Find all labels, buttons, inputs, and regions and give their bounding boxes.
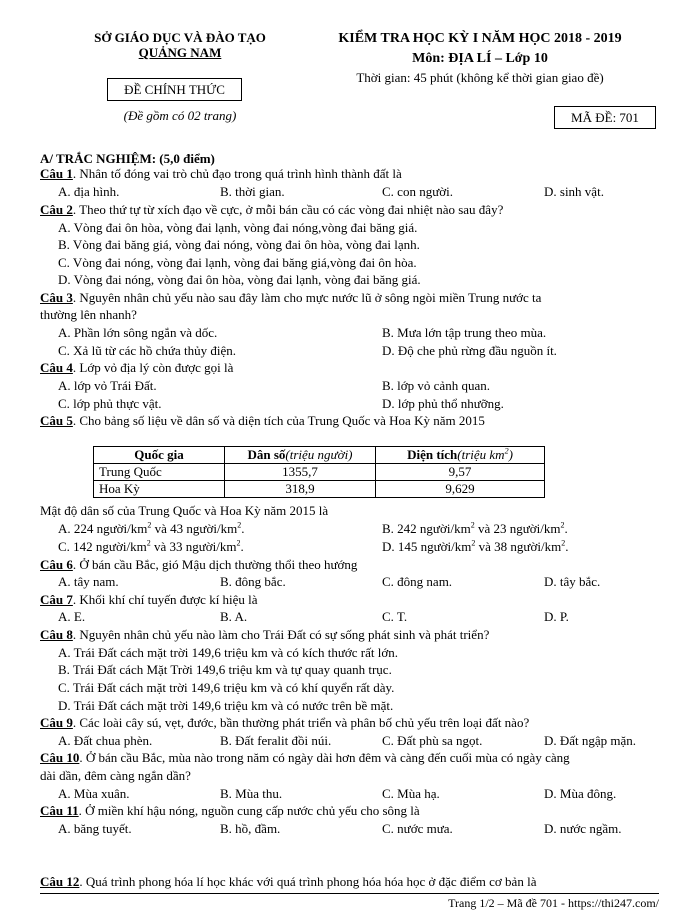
q2-option-d: D. Vòng đai nóng, vòng đai ôn hòa, vòng đai lạnh, vòng đai băng giá.	[58, 272, 421, 287]
q5-option-c: C. 142 người/$km^2$ và 33 người/$km^2$.	[58, 538, 244, 554]
question-label: Câu 8	[40, 627, 73, 642]
cell-population: 318,9	[225, 481, 376, 498]
question-label: Câu 1	[40, 166, 73, 181]
exam-code: MÃ ĐỀ: 701	[554, 106, 656, 129]
q9-option-a: A. Đất chua phèn.	[58, 733, 153, 748]
q2-option-c: C. Vòng đai nóng, vòng đai lạnh, vòng đai băng giá,vòng đai ôn hòa.	[58, 255, 417, 270]
question-text: . Cho bảng số liệu về dân số và diện tích của Trung Quốc và Hoa Kỳ năm 2015	[72, 413, 485, 428]
question-11	[40, 803, 660, 819]
section-heading: A/ TRẮC NGHIỆM: (5,0 điểm)	[40, 151, 215, 166]
q4-option-c: C. lớp phủ thực vật.	[58, 396, 162, 411]
header-population: Dân số(triệu người)	[225, 447, 376, 464]
question-label: Câu 10	[40, 750, 80, 765]
table-row	[94, 481, 545, 498]
q1-option-a: A. địa hình.	[58, 184, 120, 199]
question-10	[40, 750, 660, 766]
q7-option-c: C. T.	[382, 609, 408, 624]
q8-option-a: A. Trái Đất cách mặt trời 149,6 triệu km và có kích thước rất lớn.	[58, 645, 398, 660]
q5-option-b: B. 242 người/$km^2$ và 23 người/$km^2$.	[382, 520, 568, 536]
q9-option-d: D. Đất ngập mặn.	[544, 733, 637, 748]
cell-area: 9,629	[376, 481, 545, 498]
question-12	[40, 874, 660, 890]
q7-option-b: B. A.	[220, 609, 248, 624]
page-footer: Trang 1/2 – Mã đề 701 - https://thi247.com/	[448, 896, 659, 910]
q4-option-a: A. lớp vỏ Trái Đất.	[58, 378, 157, 393]
cell-country: Trung Quốc	[94, 464, 225, 481]
q7-option-a: A. E.	[58, 609, 86, 624]
q1-option-c: C. con người.	[382, 184, 453, 199]
question-text: . Khối khí chí tuyến được kí hiệu là	[72, 592, 258, 607]
q3-option-a: A. Phần lớn sông ngắn và dốc.	[58, 325, 218, 340]
q4-option-b: B. lớp vỏ cảnh quan.	[382, 378, 490, 393]
q10-option-c: C. Mùa hạ.	[382, 786, 440, 801]
header-area: Diện tích(triệu $km^2$)	[376, 447, 545, 464]
q4-option-d: D. lớp phủ thổ nhưỡng.	[382, 396, 504, 411]
subject-line: Môn: ĐỊA LÍ – Lớp 10	[412, 51, 548, 66]
q9-option-b: B. Đất feralit đồi núi.	[220, 733, 332, 748]
question-3-continued: thường lên nhanh?	[40, 307, 137, 322]
question-label: Câu 9	[40, 715, 73, 730]
question-label: Câu 5	[40, 413, 73, 428]
question-label: Câu 2	[40, 202, 73, 217]
q6-option-b: B. đông bắc.	[220, 574, 286, 589]
question-3	[40, 290, 660, 306]
cell-area: 9,57	[376, 464, 545, 481]
q10-option-b: B. Mùa thu.	[220, 786, 283, 801]
q3-option-d: D. Độ che phủ rừng đầu nguồn ít.	[382, 343, 557, 358]
header-country: Quốc gia	[94, 447, 225, 464]
question-text: . Ở bán cầu Bắc, gió Mậu dịch thường thổi theo hướng	[72, 557, 358, 572]
province-name: QUẢNG NAM	[138, 45, 222, 60]
question-text: . Nguyên nhân chủ yếu nào sau đây làm cho mực nước lũ ở sông ngòi miền Trung nước ta	[72, 290, 542, 305]
question-text: . Ở bán cầu Bắc, mùa nào trong năm có ngày dài hơn đêm và càng đến cuối mùa có ngày càng	[79, 750, 570, 765]
q11-option-d: D. nước ngầm.	[544, 821, 622, 836]
q8-option-c: C. Trái Đất cách mặt trời 149,6 triệu km và có khí quyển rất dày.	[58, 680, 395, 695]
q6-option-c: C. đông nam.	[382, 574, 453, 589]
q5-option-d: D. 145 người/$km^2$ và 38 người/$km^2$.	[382, 538, 569, 554]
q10-option-a: A. Mùa xuân.	[58, 786, 130, 801]
question-text: . Nhân tố đóng vai trò chủ đạo trong quá trình hình thành đất là	[72, 166, 402, 181]
q8-option-d: D. Trái Đất cách mặt trời 149,6 triệu km và có nước trên bề mặt.	[58, 698, 394, 713]
question-4	[40, 360, 660, 376]
question-label: Câu 12	[40, 874, 80, 889]
cell-country: Hoa Kỳ	[94, 481, 225, 498]
cell-population: 1355,7	[225, 464, 376, 481]
q9-option-c: C. Đất phù sa ngọt.	[382, 733, 483, 748]
department-name: SỞ GIÁO DỤC VÀ ĐÀO TẠO	[94, 30, 266, 45]
question-label: Câu 4	[40, 360, 73, 375]
table-header-row	[94, 447, 545, 464]
q11-option-b: B. hồ, đầm.	[220, 821, 281, 836]
q11-option-c: C. nước mưa.	[382, 821, 453, 836]
footer-divider	[40, 893, 659, 894]
q3-option-c: C. Xả lũ từ các hồ chứa thủy điện.	[58, 343, 236, 358]
q10-option-d: D. Mùa đông.	[544, 786, 617, 801]
question-text: . Nguyên nhân chủ yếu nào làm cho Trái Đất có sự sống phát sinh và phát triển?	[72, 627, 490, 642]
q1-option-d: D. sinh vật.	[544, 184, 604, 199]
q8-option-b: B. Trái Đất cách Mặt Trời 149,6 triệu km và tự quay quanh trục.	[58, 662, 392, 677]
question-9	[40, 715, 660, 731]
question-label: Câu 7	[40, 592, 73, 607]
question-2	[40, 202, 660, 218]
q1-option-b: B. thời gian.	[220, 184, 285, 199]
question-text: . Các loài cây sú, vẹt, đước, bần thường phát triển và phân bố chủ yếu trên loại đất nào?	[72, 715, 530, 730]
question-5	[40, 413, 660, 429]
population-table	[93, 446, 545, 498]
q3-option-b: B. Mưa lớn tập trung theo mùa.	[382, 325, 547, 340]
exam-title: KIỂM TRA HỌC KỲ I NĂM HỌC 2018 - 2019	[338, 31, 622, 46]
question-6	[40, 557, 660, 573]
time-line: Thời gian: 45 phút (không kể thời gian giao đề)	[356, 70, 604, 85]
question-label: Câu 3	[40, 290, 73, 305]
table-row	[94, 464, 545, 481]
question-1	[40, 166, 660, 182]
question-label: Câu 6	[40, 557, 73, 572]
question-text: . Ở miền khí hậu nóng, nguồn cung cấp nước chủ yếu cho sông là	[78, 803, 420, 818]
q6-option-a: A. tây nam.	[58, 574, 119, 589]
question-text: . Theo thứ tự từ xích đạo về cực, ở mỗi bán cầu có các vòng đai nhiệt nào sau đây?	[72, 202, 504, 217]
question-7	[40, 592, 660, 608]
question-text: . Quá trình phong hóa lí học khác với quá trình phong hóa hóa học ở đặc điểm cơ bản là	[79, 874, 537, 889]
q6-option-d: D. tây bắc.	[544, 574, 601, 589]
q2-option-b: B. Vòng đai băng giá, vòng đai nóng, vòng đai ôn hòa, vòng đai lạnh.	[58, 237, 420, 252]
pages-note: (Đề gồm có 02 trang)	[123, 108, 237, 123]
question-8	[40, 627, 660, 643]
question-5-prompt: Mật độ dân số của Trung Quốc và Hoa Kỳ năm 2015 là	[40, 503, 329, 518]
question-10-continued: dài dần, đêm càng ngắn dần?	[40, 768, 191, 783]
q5-option-a: A. 224 người/$km^2$ và 43 người/$km^2$.	[58, 520, 245, 536]
q2-option-a: A. Vòng đai ôn hòa, vòng đai lạnh, vòng đai nóng,vòng đai băng giá.	[58, 220, 418, 235]
question-text: . Lớp vỏ địa lý còn được gọi là	[72, 360, 234, 375]
question-label: Câu 11	[40, 803, 79, 818]
q7-option-d: D. P.	[544, 609, 569, 624]
q11-option-a: A. băng tuyết.	[58, 821, 132, 836]
official-badge: ĐỀ CHÍNH THỨC	[107, 78, 242, 101]
